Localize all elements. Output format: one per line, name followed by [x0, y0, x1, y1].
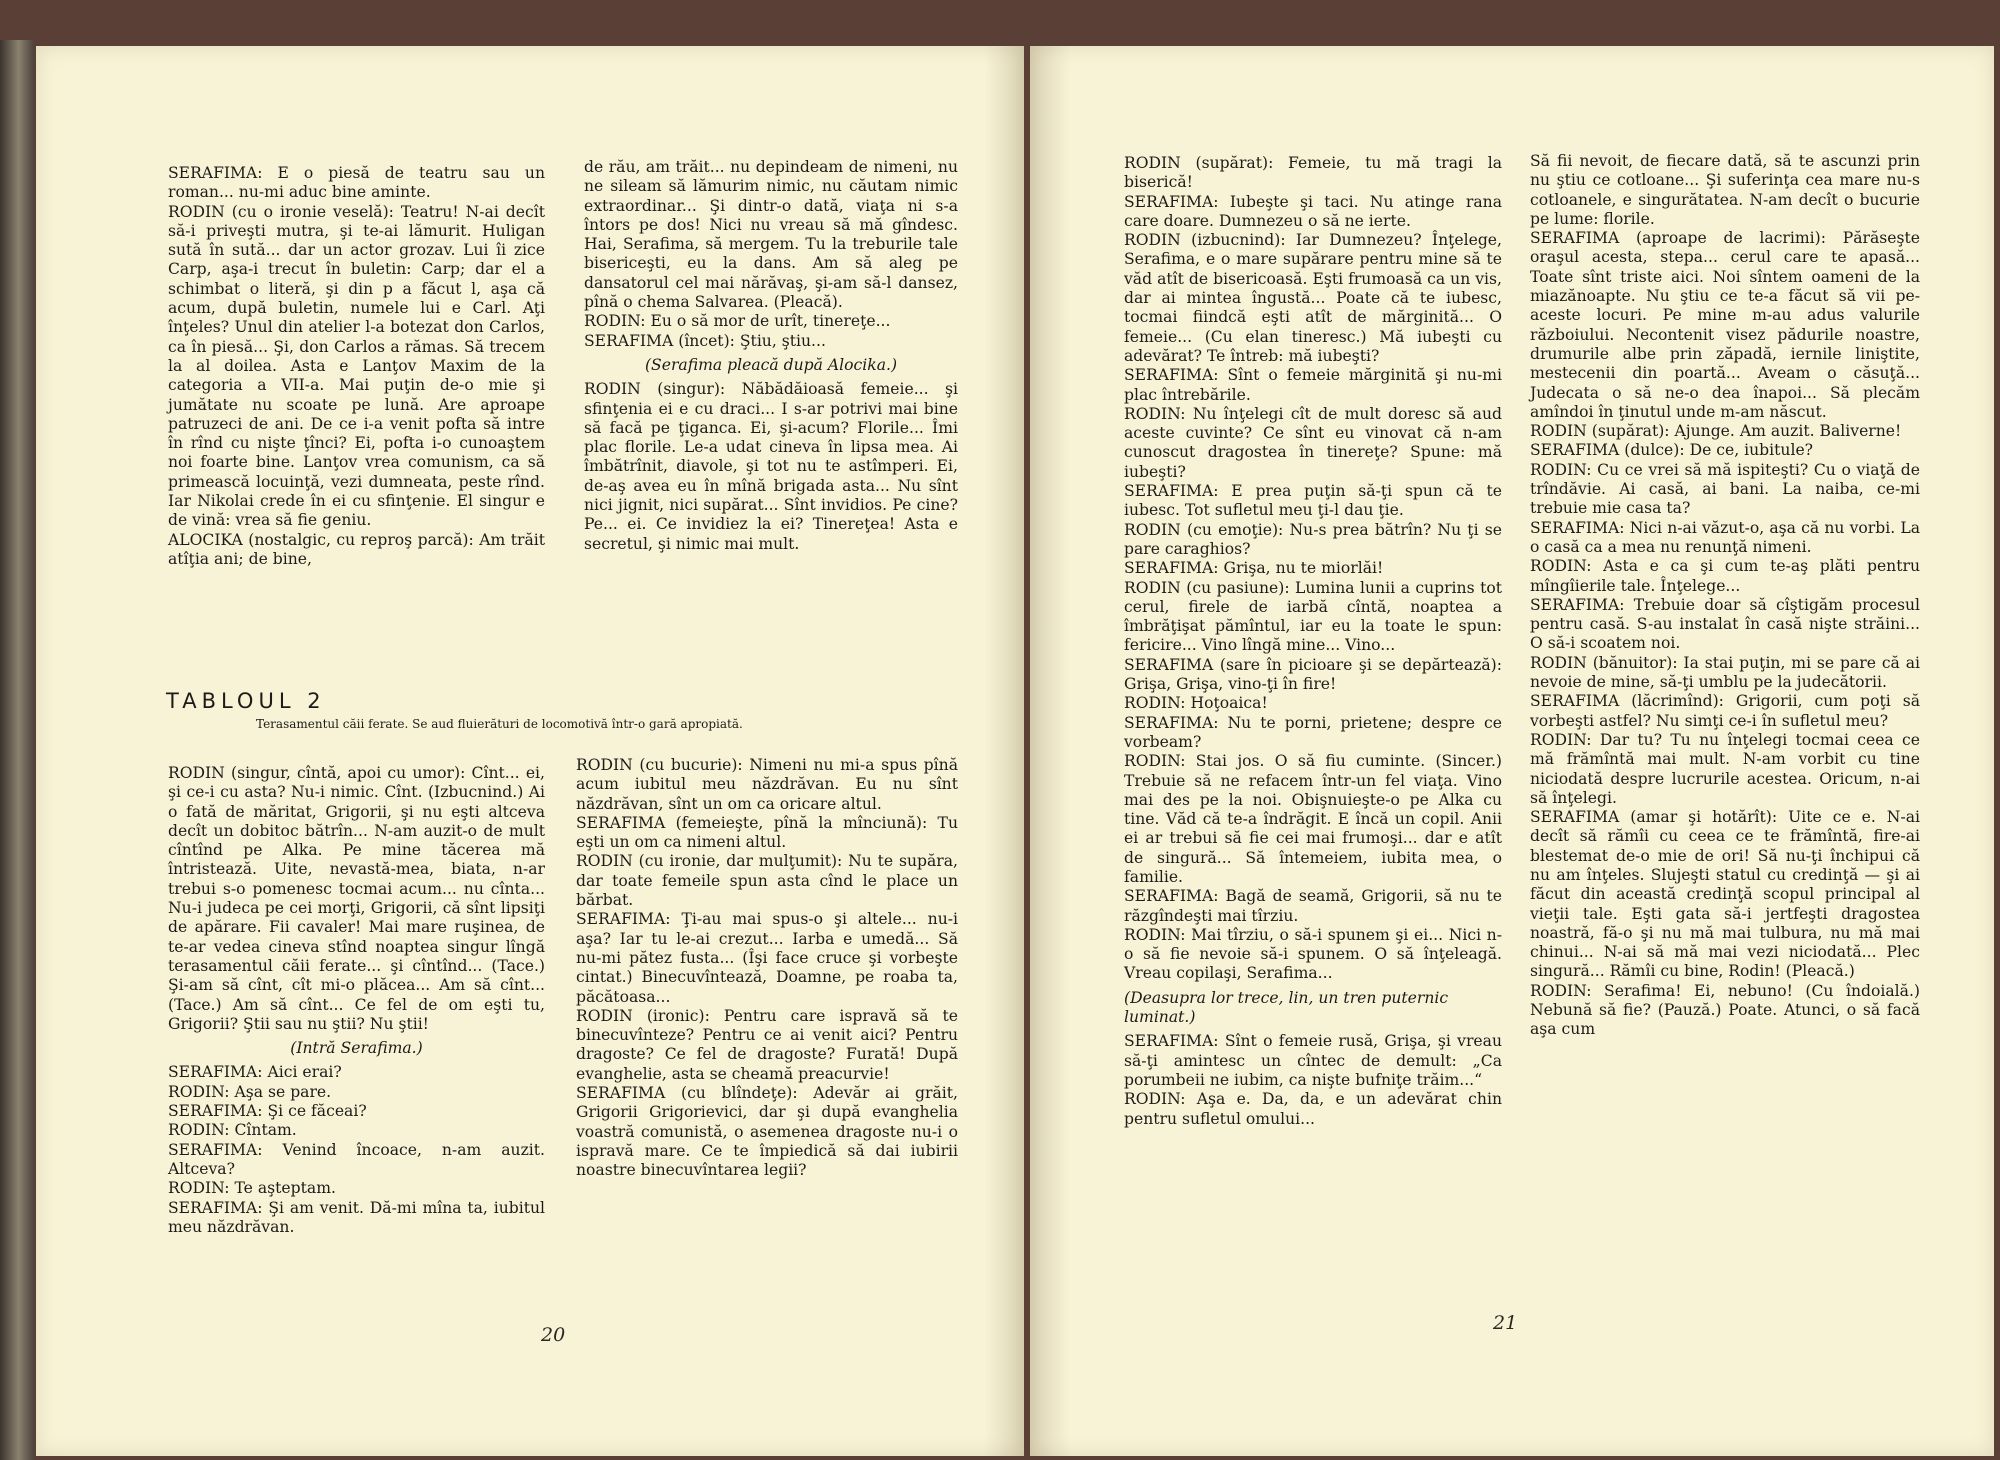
- paragraph: SERAFIMA: Trebuie doar să cîştigăm procesul pentru casă. S-au instalat în casă nişte străini... O să-i scoatem noi.: [1530, 595, 1920, 653]
- paragraph: SERAFIMA: Şi am venit. Dă-mi mîna ta, iubitul meu năzdrăvan.: [168, 1198, 545, 1236]
- paragraph: SERAFIMA (dulce): De ce, iubitule?: [1530, 441, 1814, 460]
- paragraph: RODIN (izbucnind): Iar Dumnezeu? Înţelege, Serafima, e o mare supărare pentru mine să te văd atît de bisericoasă. Eşti frumoasă ca un vis, dar ai mintea îngustă... Poate că te iubesc, tocmai fiindcă eşti atît de mărginită... O femeie... (Cu elan tineresc.) Mă iubeşti cu adevărat? Te întreb: mă iubeşti?: [1124, 231, 1502, 365]
- paragraph: SERAFIMA (amar şi hotărît): Uite ce e. N-ai decît să rămîi cu ceea ce te frămîntă, fire-ai blestemat de-o mie de ori! Să nu-ţi închipui că nu am înţeles. Slujeşti statul cu credinţă — şi ai făcut din această credinţă scopul principal al vieţii tale. Eşti gata să-i jertfeşti dragostea noastră, fă-o şi nu mă mai tulbura, nu mă mai chinui... N-ai să mă mai vezi niciodată... Plec singură... Rămîi cu bine, Rodin! (Pleacă.): [1530, 808, 1920, 981]
- paragraph: RODIN (cu bucurie): Nimeni nu mi-a spus pînă acum iubitul meu năzdrăvan. Eu nu sînt năzdrăvan, sînt un om ca oricare altul.: [576, 756, 958, 813]
- paragraph: SERAFIMA (cu blîndeţe): Adevăr ai grăit, Grigorii Grigorievici, dar şi după evanghelia voastră comunistă, o asemenea dragoste nu-i o ispravă mare. Ce te împiedică să dai iubirii noastre binecuvîntarea legii?: [576, 1084, 958, 1180]
- left-col2-top: [584, 158, 958, 554]
- scene-setting: Terasamentul căii ferate. Se aud fluierături de locomotivă într-o gară apropiată.: [256, 717, 743, 731]
- right-page: [1030, 46, 1994, 1456]
- paragraph: SERAFIMA: Sînt o femeie rusă, Grişa, şi vreau să-ţi amintesc un cîntec de demult: „Ca porumbeii ne iubim, ca nişte bufniţe trăim...“: [1124, 1032, 1502, 1089]
- paragraph: RODIN: Dar tu? Tu nu înţelegi tocmai ceea ce mă frămîntă mai mult. N-am vorbit cu tine niciodată despre lucrurile acestea. Oricum, n-ai să înţelegi.: [1530, 730, 1920, 807]
- paragraph: SERAFIMA: Nici n-ai văzut-o, aşa că nu vorbi. La o casă ca a mea nu renunţă nimeni.: [1530, 518, 1920, 556]
- paragraph: RODIN (cu pasiune): Lumina lunii a cuprins tot cerul, firele de iarbă cîntă, noaptea a îmbrăţişat pămîntul, iar eu la toate le spun: fericire... Vino lîngă mine... Vino...: [1124, 578, 1502, 655]
- paragraph: RODIN (cu ironie, dar mulţumit): Nu te supăra, dar toate femeile spun asta cînd le place un bărbat.: [576, 852, 958, 910]
- scene-heading: TABLOUL 2: [166, 689, 326, 713]
- right-col2: [1530, 152, 1920, 1040]
- paragraph: SERAFIMA (femeieşte, pînă la mînciună): Tu eşti un om ca nimeni altul.: [576, 813, 958, 852]
- stage-direction: (Intră Serafima.): [290, 1039, 423, 1058]
- paragraph: RODIN (bănuitor): Ia stai puţin, mi se pare că ai nevoie de mine, să-ţi umblu pe la judecătorii.: [1530, 653, 1920, 692]
- paragraph: RODIN (cu o ironie veselă): Teatru! N-ai decît să-i priveşti mutra, şi te-ai lămurit. Huligan sută în sută... dar un actor grozav. Lui îi zice Carp, aşa-i trecut în buletin: Carp; dar el a schimbat o literă, şi din p a făcut l, aşa că acum, după buletin, numele lui e Carl. Aţi înţeles? Unul din atelier l-a botezat don Carlos, ca în piesă... Şi, don Carlos a rămas. Să trecem la al doilea. Asta e Lanţov Maxim de la categoria a VII-a. Mai puţin de-o mie şi jumătate nu scoate pe lună. Are aproape patruzeci de ani. De ce i-a venit pofta să intre în rînd cu nişte ţînci? Ei, pofta i-o cunoaştem noi foarte bine. Lanţov vrea comunism, ca să primească locuinţă, vezi dumneata, peste rînd. Iar Nikolai crede în ei cu sfinţenie. El singur e de vină: vrea să fie geniu.: [168, 202, 545, 530]
- paragraph: SERAFIMA (încet): Ştiu, ştiu...: [584, 331, 826, 350]
- paragraph: SERAFIMA: E o piesă de teatru sau un roman... nu-mi aduc bine aminte.: [168, 164, 545, 202]
- paragraph: SERAFIMA: E prea puţin să-ţi spun că te iubesc. Tot sufletul meu ţi-l dau ţie.: [1124, 482, 1502, 520]
- paragraph: RODIN: Asta e ca şi cum te-aş plăti pentru mîngîierile tale. Înţelege...: [1530, 557, 1920, 595]
- paragraph: de rău, am trăit... nu depindeam de nimeni, nu ne sileam să lămurim nimic, nu căutam nimic extraordinar... Şi dintr-o dată, viaţa ni s-a întors pe dos! Nici nu vreau să mă gîndesc. Hai, Serafima, să mergem. Tu la treburile tale bisericeşti, eu la dans. Am să aleg pe dansatorul cel mai nărăvaş, şi-am să-l dansez, pînă o chema Salvarea. (Pleacă).: [584, 158, 958, 312]
- paragraph: SERAFIMA: Sînt o femeie mărginită şi nu-mi plac întrebările.: [1124, 366, 1502, 404]
- paragraph: ALOCIKA (nostalgic, cu reproş parcă): Am trăit atîţia ani; de bine,: [168, 530, 545, 568]
- paragraph: RODIN (ironic): Pentru care ispravă să te binecuvînteze? Pentru ce ai venit aici? Pentru dragoste? Ce fel de dragoste? Furată! După evanghelie, asta se cheamă preacurvie!: [576, 1006, 958, 1083]
- paragraph: SERAFIMA (lăcrimînd): Grigorii, cum poţi să vorbeşti astfel? Nu simţi ce-i în sufletul meu?: [1530, 692, 1920, 730]
- stage-direction: (Serafima pleacă după Alocika.): [644, 355, 898, 374]
- left-page: [36, 46, 1024, 1456]
- paragraph: SERAFIMA: Bagă de seamă, Grigorii, să nu te răzgîndeşti mai tîrziu.: [1124, 887, 1502, 925]
- paragraph: SERAFIMA (sare în picioare şi se depărtează): Grişa, Grişa, vino-ţi în fire!: [1124, 655, 1502, 694]
- paragraph: RODIN: Hoţoaica!: [1124, 694, 1268, 713]
- left-col1-top: [168, 164, 545, 569]
- paragraph: RODIN: Mai tîrziu, o să-i spunem şi ei... Nici n-o să fie nevoie să-i spunem. O să înţeleagă. Vreau copilaşi, Serafima...: [1124, 925, 1502, 983]
- page-number: 20: [541, 1324, 566, 1346]
- paragraph: RODIN: Aşa se pare.: [168, 1082, 332, 1101]
- paragraph: SERAFIMA: Venind încoace, n-am auzit. Altceva?: [168, 1140, 545, 1178]
- paragraph: SERAFIMA: Ţi-au mai spus-o şi altele... nu-i aşa? Iar tu le-ai crezut... Iarba e umedă... Să nu-mi pătez fusta... (Îşi face cruce şi vorbeşte cintat.) Binecuvîntează, Doamne, pe roaba ta, păcătoasa...: [576, 910, 958, 1006]
- stage-direction: (Deasupra lor trece, lin, un tren puternic luminat.): [1124, 988, 1449, 1027]
- paragraph: RODIN: Eu o să mor de urît, tinereţe...: [584, 312, 891, 331]
- paragraph: RODIN: Serafima! Ei, nebuno! (Cu îndoială.) Nebună să fie? (Pauză.) Poate. Atunci, o să facă aşa cum: [1530, 981, 1920, 1039]
- paragraph: RODIN: Cu ce vrei să mă ispiteşti? Cu o viaţă de trîndăvie. Ai casă, ai bani. La naiba, ce-mi trebuie mie casa ta?: [1530, 460, 1920, 518]
- paragraph: RODIN (supărat): Femeie, tu mă tragi la biserică!: [1124, 154, 1502, 192]
- right-col1: [1124, 154, 1502, 1129]
- paragraph: RODIN: Stai jos. O să fiu cuminte. (Sincer.) Trebuie să ne refacem într-un fel viaţa. Vino mai des pe la noi. Obişnuieşte-o pe Alka cu tine. Văd că te-a îndrăgit. E încă un copil. Anii ei ar trebui să fie cei mai frumoşi... dar e atît de singură... Să întemeiem, iubita mea, o familie.: [1124, 752, 1502, 886]
- paragraph: SERAFIMA: Iubeşte şi taci. Nu atinge rana care doare. Dumnezeu o să ne ierte.: [1124, 192, 1502, 230]
- paragraph: Să fii nevoit, de fiecare dată, să te ascunzi prin nu ştiu ce cotloane... Şi suferinţa cea mare nu-s cotloanele, e singurătatea. N-am decît o bucurie pe lume: florile.: [1530, 152, 1920, 228]
- paragraph: RODIN: Aşa e. Da, da, e un adevărat chin pentru sufletul omului...: [1124, 1090, 1502, 1128]
- paragraph: RODIN (singur, cîntă, apoi cu umor): Cînt... ei, şi ce-i cu asta? Nu-i nimic. Cînt. (Izbucnind.) Ai o fată de măritat, Grigorii, şi nu eşti altceva decît un dobitoc bătrîn... N-am auzit-o de mult cîntînd pe Alka. Pe mine tăcerea mă întristează. Uite, nevastă-mea, biata, n-ar trebui s-o pomenesc tocmai acum... nu cînta... Nu-i judeca pe cei morţi, Grigorii, că sînt lipsiţi de apărare. Fii cavaler! Mai mare ruşinea, de te-ar vedea cineva stînd noaptea singur lîngă terasamentul căii ferate... şi cîntînd... (Tace.) Şi-am să cînt, cît mi-o plăcea... Am să cînt... (Tace.) Am să cînt... Ce fel de om eşti tu, Grigorii? Ştii sau nu ştii? Nu ştii!: [168, 764, 545, 1033]
- paragraph: RODIN (cu emoţie): Nu-s prea bătrîn? Nu ţi se pare caraghios?: [1124, 520, 1502, 558]
- paragraph: RODIN (supărat): Ajunge. Am auzit. Baliverne!: [1530, 422, 1902, 441]
- paragraph: SERAFIMA: Grişa, nu te miorlăi!: [1124, 559, 1384, 578]
- paragraph: SERAFIMA: Şi ce făceai?: [168, 1102, 367, 1121]
- paragraph: RODIN: Te aşteptam.: [168, 1179, 336, 1198]
- paragraph: SERAFIMA (aproape de lacrimi): Părăseşte oraşul acesta, stepa... cerul care te apasă... Toate sînt triste aici. Noi sîntem oameni de la miazănoapte. Nu ştiu ce te-a făcut să vii pe-aceste locuri. Pe mine m-au adus valurile războiului. Necontenit visez pădurile noastre, drumurile albe prin zăpadă, iernile liniştite, mestecenii din poartă... Aveam o căsuţă... Judecata o să ne-o dea înapoi... Să plecăm amîndoi în ţinutul unde m-am născut.: [1530, 229, 1920, 421]
- paragraph: RODIN: Nu înţelegi cît de mult doresc să aud aceste cuvinte? Ce sînt eu vinovat că n-am cunoscut dragostea în tinereţe? Spune: mă iubeşti?: [1124, 404, 1502, 481]
- paragraph: SERAFIMA: Aici erai?: [168, 1063, 342, 1082]
- page-edge-strip: [0, 40, 34, 1460]
- paragraph: RODIN (singur): Năbădăioasă femeie... şi sfinţenia ei e cu draci... I s-ar potrivi mai bine să facă pe ţiganca. Ei, şi-acum? Florile... Îmi plac florile. Le-a udat cineva în lipsa mea. Ai îmbătrînit, diavole, şi tot nu te astîmperi. Ei, de-aş avea eu în mînă brigada asta... Nu sînt nici jignit, nici supărat... Sînt invidios. Pe cine? Pe... ei. Ce invidiez la ei? Tinereţea! Asta e secretul, şi nimic mai mult.: [584, 380, 958, 553]
- left-col2-bottom: [576, 756, 958, 1181]
- left-col1-bottom: [168, 764, 545, 1237]
- page-number: 21: [1493, 1312, 1518, 1334]
- paragraph: SERAFIMA: Nu te porni, prietene; despre ce vorbeam?: [1124, 713, 1502, 751]
- paragraph: RODIN: Cîntam.: [168, 1121, 297, 1140]
